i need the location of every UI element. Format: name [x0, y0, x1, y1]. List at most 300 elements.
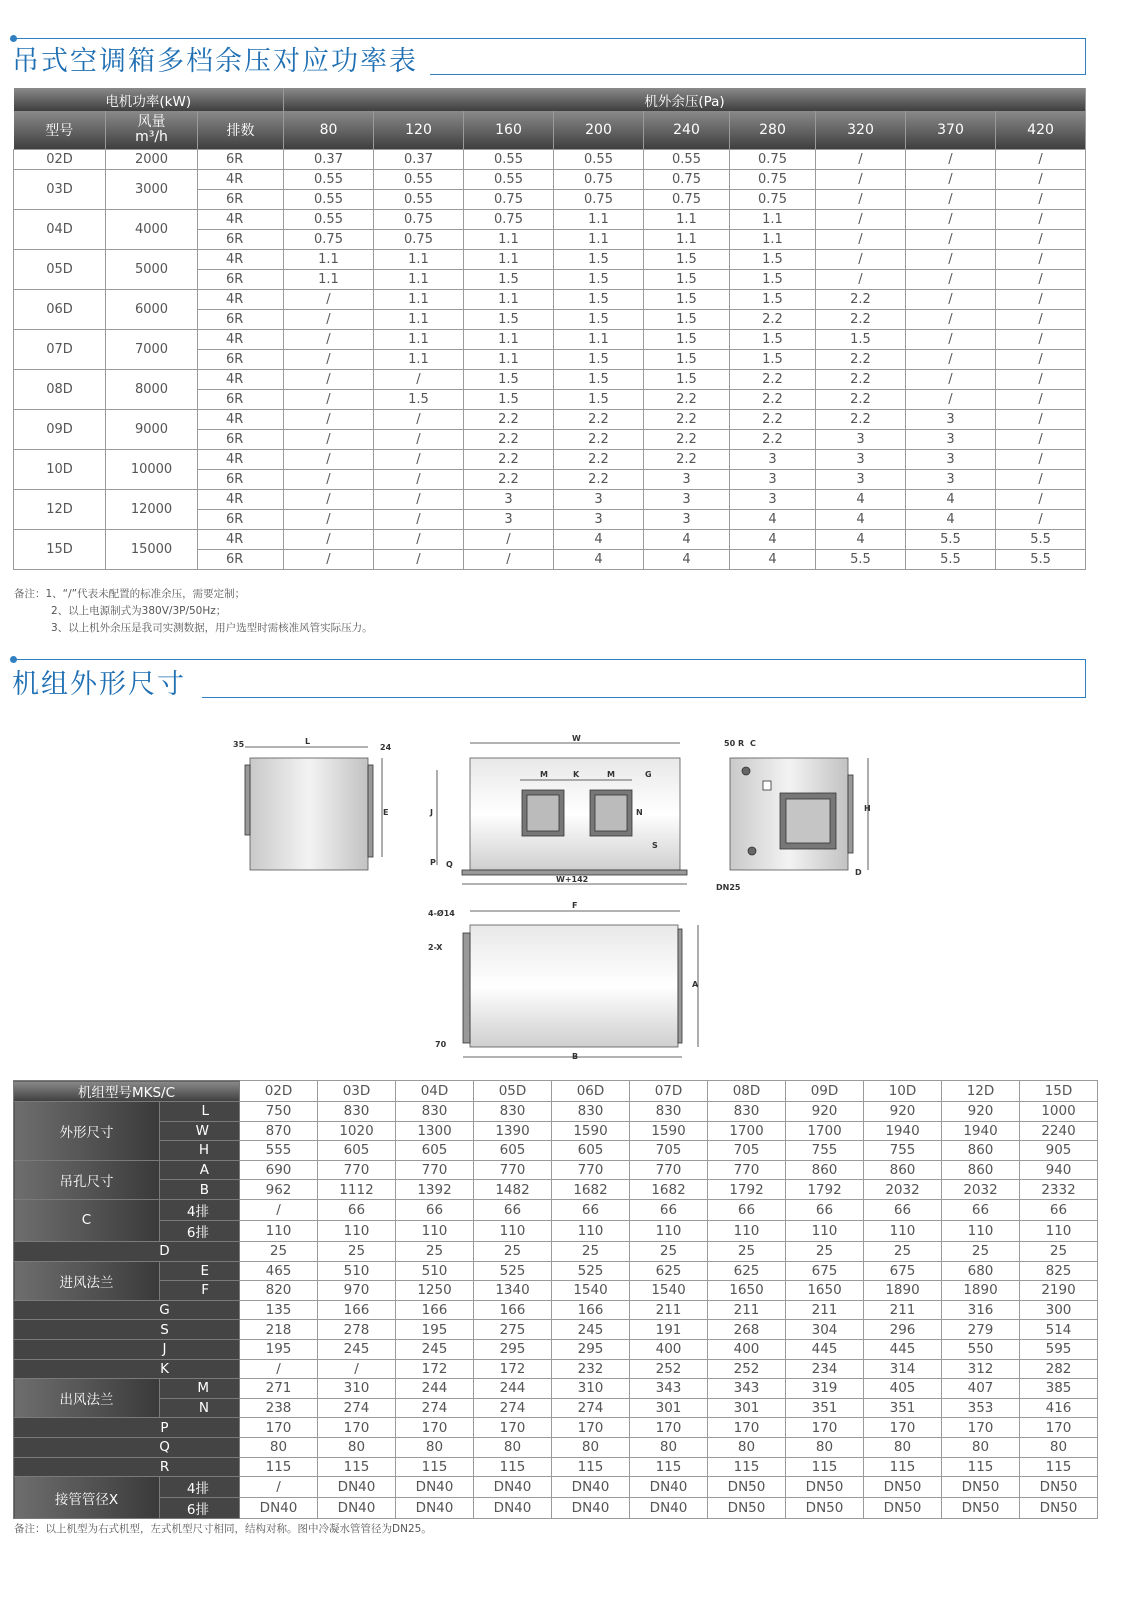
cell-power: 0.55 — [284, 170, 374, 190]
cell-power: 1.1 — [554, 230, 644, 250]
cell-value: 825 — [1020, 1261, 1098, 1281]
cell-value: 920 — [786, 1102, 864, 1122]
cell-power: / — [906, 170, 996, 190]
table-row — [14, 1300, 1098, 1320]
cell-value: / — [240, 1359, 318, 1379]
cell-value: 295 — [474, 1339, 552, 1359]
cell-value: 353 — [942, 1398, 1020, 1418]
cell-power: / — [996, 290, 1086, 310]
section-title-dimensions: 机组外形尺寸 — [12, 669, 198, 701]
cell-value: 1540 — [630, 1281, 708, 1301]
cell-value: 770 — [630, 1160, 708, 1180]
table-row — [14, 1477, 1098, 1498]
cell-value: DN50 — [942, 1498, 1020, 1519]
cell-power: / — [996, 270, 1086, 290]
side-view — [233, 737, 392, 870]
cell-power: / — [816, 210, 906, 230]
cell-value: 705 — [630, 1141, 708, 1161]
cell-power: / — [374, 430, 464, 450]
row-group-label: C — [14, 1199, 160, 1241]
cell-value: 351 — [864, 1398, 942, 1418]
cell-value: 110 — [942, 1220, 1020, 1241]
cell-value: 2032 — [864, 1180, 942, 1200]
cell-power: 2.2 — [464, 410, 554, 430]
cell-power: 4 — [554, 530, 644, 550]
cell-value: 271 — [240, 1379, 318, 1399]
cell-value: 66 — [474, 1199, 552, 1220]
table-row — [14, 170, 1086, 190]
cell-power: 1.1 — [374, 290, 464, 310]
cell-value: 830 — [708, 1102, 786, 1122]
cell-airflow: 2000 — [106, 150, 198, 170]
cell-value: 605 — [552, 1141, 630, 1161]
cell-value: 66 — [630, 1199, 708, 1220]
row-group-label: 吊孔尺寸 — [14, 1160, 160, 1199]
col-model: 03D — [318, 1081, 396, 1102]
cell-power: 1.1 — [730, 210, 816, 230]
cell-power: 3 — [906, 470, 996, 490]
cell-power: 4 — [730, 510, 816, 530]
cell-value: 110 — [396, 1220, 474, 1241]
col-pressure: 160 — [464, 111, 554, 150]
table-row — [14, 1180, 1098, 1200]
cell-value: 80 — [1020, 1437, 1098, 1457]
table-row — [14, 1241, 1098, 1261]
dim-A: A — [692, 980, 699, 989]
cell-value: 66 — [1020, 1199, 1098, 1220]
row-group-label: 外形尺寸 — [14, 1102, 160, 1161]
cell-value: 300 — [1020, 1300, 1098, 1320]
row-label: Q — [14, 1437, 240, 1457]
cell-power: 5.5 — [996, 530, 1086, 550]
header-pressure: 机外余压(Pa) — [284, 88, 1086, 111]
col-pressure: 80 — [284, 111, 374, 150]
col-pressure: 280 — [730, 111, 816, 150]
cell-value: 301 — [708, 1398, 786, 1418]
cell-power: 4 — [554, 550, 644, 570]
cell-power: 1.5 — [464, 310, 554, 330]
cell-value: 860 — [864, 1160, 942, 1180]
cell-power: 4 — [730, 550, 816, 570]
cell-value: 860 — [942, 1141, 1020, 1161]
cell-value: 870 — [240, 1121, 318, 1141]
cell-power: / — [816, 250, 906, 270]
cell-power: / — [284, 350, 374, 370]
table-row — [14, 1339, 1098, 1359]
cell-power: 1.5 — [554, 390, 644, 410]
cell-power: 1.5 — [464, 390, 554, 410]
cell-power: 4 — [644, 530, 730, 550]
cell-power: 5.5 — [906, 530, 996, 550]
dimension-table — [13, 1080, 1098, 1519]
section-header-power — [12, 36, 1086, 78]
cell-value: 211 — [708, 1300, 786, 1320]
cell-value: 1482 — [474, 1180, 552, 1200]
cell-value: 170 — [240, 1418, 318, 1438]
cell-power: / — [906, 230, 996, 250]
cell-power: 2.2 — [554, 410, 644, 430]
cell-power: 1.5 — [644, 330, 730, 350]
cell-power: / — [374, 410, 464, 430]
cell-value: DN40 — [396, 1477, 474, 1498]
notes-power — [14, 586, 373, 637]
cell-value: 244 — [396, 1379, 474, 1399]
cell-value: 690 — [240, 1160, 318, 1180]
cell-value: 115 — [240, 1457, 318, 1477]
cell-value: 211 — [864, 1300, 942, 1320]
cell-value: 1682 — [552, 1180, 630, 1200]
cell-value: 166 — [396, 1300, 474, 1320]
cell-value: 238 — [240, 1398, 318, 1418]
cell-power: 0.55 — [374, 170, 464, 190]
cell-power: 3 — [730, 450, 816, 470]
cell-power: 1.5 — [554, 250, 644, 270]
cell-airflow: 12000 — [106, 490, 198, 530]
cell-power: / — [996, 210, 1086, 230]
cell-power: 3 — [644, 490, 730, 510]
col-model: 15D — [1020, 1081, 1098, 1102]
cell-value: 211 — [630, 1300, 708, 1320]
dim-M2: M — [607, 770, 615, 779]
cell-value: DN40 — [474, 1477, 552, 1498]
cell-power: 1.5 — [730, 330, 816, 350]
cell-power: 1.5 — [730, 350, 816, 370]
table-row — [14, 370, 1086, 390]
cell-value: 2240 — [1020, 1121, 1098, 1141]
cell-value: 940 — [1020, 1160, 1098, 1180]
cell-value: 705 — [708, 1141, 786, 1161]
cell-value: 279 — [942, 1320, 1020, 1340]
cell-value: 445 — [786, 1339, 864, 1359]
front-view — [429, 734, 687, 884]
cell-value: 1300 — [396, 1121, 474, 1141]
cell-power: 2.2 — [464, 430, 554, 450]
cell-power: / — [906, 250, 996, 270]
cell-power: 2.2 — [816, 290, 906, 310]
cell-value: 218 — [240, 1320, 318, 1340]
cell-power: 0.75 — [730, 190, 816, 210]
cell-power: / — [906, 270, 996, 290]
cell-value: 1020 — [318, 1121, 396, 1141]
row-sub-label: W — [160, 1121, 240, 1141]
cell-value: 245 — [396, 1339, 474, 1359]
cell-value: 244 — [474, 1379, 552, 1399]
cell-power: 0.55 — [554, 150, 644, 170]
cell-value: 195 — [240, 1339, 318, 1359]
col-model: 02D — [240, 1081, 318, 1102]
cell-power: / — [464, 550, 554, 570]
cell-value: 351 — [786, 1398, 864, 1418]
cell-value: 115 — [552, 1457, 630, 1477]
cell-power: 4 — [816, 530, 906, 550]
cell-value: 1792 — [708, 1180, 786, 1200]
cell-value: / — [318, 1359, 396, 1379]
table-row — [14, 1281, 1098, 1301]
cell-value: 115 — [396, 1457, 474, 1477]
cell-power: 4 — [906, 510, 996, 530]
cell-power: / — [816, 270, 906, 290]
table-row — [14, 1121, 1098, 1141]
cell-power: 0.75 — [464, 190, 554, 210]
cell-value: 830 — [552, 1102, 630, 1122]
row-sub-label: M — [160, 1379, 240, 1399]
dim-70: 70 — [435, 1040, 447, 1049]
cell-value: 920 — [864, 1102, 942, 1122]
cell-model: 08D — [14, 370, 106, 410]
cell-power: / — [284, 430, 374, 450]
cell-power: 1.5 — [644, 350, 730, 370]
cell-power: 2.2 — [730, 370, 816, 390]
cell-rows: 6R — [198, 270, 284, 290]
cell-power: 1.1 — [374, 270, 464, 290]
col-airflow: 风量 m³/h — [106, 111, 198, 150]
cell-rows: 4R — [198, 450, 284, 470]
cell-value: 25 — [864, 1241, 942, 1261]
cell-value: DN50 — [708, 1498, 786, 1519]
notes-dimensions — [14, 1521, 432, 1538]
cell-value: 1650 — [786, 1281, 864, 1301]
cell-rows: 4R — [198, 370, 284, 390]
cell-value: / — [240, 1477, 318, 1498]
cell-value: 252 — [630, 1359, 708, 1379]
cell-power: 0.75 — [464, 210, 554, 230]
cell-value: 170 — [552, 1418, 630, 1438]
cell-value: 625 — [708, 1261, 786, 1281]
cell-value: 319 — [786, 1379, 864, 1399]
cell-power: 1.5 — [730, 250, 816, 270]
cell-power: 3 — [554, 490, 644, 510]
cell-value: 110 — [318, 1220, 396, 1241]
cell-power: / — [374, 550, 464, 570]
cell-power: 4 — [906, 490, 996, 510]
cell-value: 1112 — [318, 1180, 396, 1200]
table-row — [14, 1437, 1098, 1457]
cell-power: 3 — [906, 450, 996, 470]
cell-power: 2.2 — [816, 350, 906, 370]
cell-power: 2.2 — [730, 390, 816, 410]
col-pressure: 120 — [374, 111, 464, 150]
cell-power: 3 — [816, 450, 906, 470]
col-model: 08D — [708, 1081, 786, 1102]
cell-power: / — [906, 350, 996, 370]
cell-value: 304 — [786, 1320, 864, 1340]
cell-rows: 4R — [198, 290, 284, 310]
cell-power: 2.2 — [644, 430, 730, 450]
cell-value: 282 — [1020, 1359, 1098, 1379]
table-row — [14, 1261, 1098, 1281]
cell-value: 25 — [240, 1241, 318, 1261]
table-row — [14, 410, 1086, 430]
power-table — [13, 88, 1086, 570]
cell-value: 278 — [318, 1320, 396, 1340]
cell-power: 2.2 — [554, 430, 644, 450]
cell-value: 385 — [1020, 1379, 1098, 1399]
cell-power: / — [374, 530, 464, 550]
cell-value: 274 — [318, 1398, 396, 1418]
cell-value: 234 — [786, 1359, 864, 1379]
cell-power: 1.5 — [554, 310, 644, 330]
cell-value: 170 — [1020, 1418, 1098, 1438]
cell-value: 555 — [240, 1141, 318, 1161]
cell-power: 1.5 — [464, 270, 554, 290]
cell-power: 3 — [644, 470, 730, 490]
table-row — [14, 330, 1086, 350]
header-motor-power: 电机功率(kW) — [14, 88, 284, 111]
cell-value: 170 — [318, 1418, 396, 1438]
row-group-label: 出风法兰 — [14, 1379, 160, 1418]
cell-value: 920 — [942, 1102, 1020, 1122]
cell-rows: 6R — [198, 230, 284, 250]
cell-value: 1390 — [474, 1121, 552, 1141]
cell-rows: 6R — [198, 470, 284, 490]
cell-value: 312 — [942, 1359, 1020, 1379]
cell-airflow: 7000 — [106, 330, 198, 370]
row-label: K — [14, 1359, 240, 1379]
cell-power: / — [996, 190, 1086, 210]
cell-power: 2.2 — [644, 390, 730, 410]
cell-rows: 4R — [198, 250, 284, 270]
cell-value: 510 — [396, 1261, 474, 1281]
cell-rows: 6R — [198, 390, 284, 410]
cell-power: / — [996, 390, 1086, 410]
cell-value: DN50 — [1020, 1498, 1098, 1519]
cell-value: 830 — [396, 1102, 474, 1122]
dim-Q: Q — [446, 860, 453, 869]
cell-value: 25 — [474, 1241, 552, 1261]
cell-value: 172 — [474, 1359, 552, 1379]
cell-value: DN40 — [240, 1498, 318, 1519]
note-line: 备注：1、“/”代表未配置的标准余压，需要定制； — [14, 588, 246, 600]
table-row — [14, 1498, 1098, 1519]
cell-power: / — [996, 330, 1086, 350]
cell-power: 1.1 — [374, 350, 464, 370]
cell-power: / — [906, 370, 996, 390]
cell-value: 274 — [552, 1398, 630, 1418]
cell-value: 755 — [864, 1141, 942, 1161]
cell-power: 3 — [464, 510, 554, 530]
cell-value: 115 — [474, 1457, 552, 1477]
cell-value: 135 — [240, 1300, 318, 1320]
cell-value: 310 — [552, 1379, 630, 1399]
cell-value: 525 — [474, 1261, 552, 1281]
dim-N: N — [636, 808, 643, 817]
cell-power: / — [906, 210, 996, 230]
cell-model: 06D — [14, 290, 106, 330]
cell-value: 770 — [396, 1160, 474, 1180]
cell-value: 1890 — [942, 1281, 1020, 1301]
cell-value: 172 — [396, 1359, 474, 1379]
cell-model: 15D — [14, 530, 106, 570]
col-rows: 排数 — [198, 111, 284, 150]
row-sub-label: N — [160, 1398, 240, 1418]
row-sub-label: 4排 — [160, 1199, 240, 1220]
cell-rows: 4R — [198, 210, 284, 230]
cell-power: / — [284, 530, 374, 550]
cell-power: / — [284, 470, 374, 490]
cell-power: 4 — [644, 550, 730, 570]
cell-power: / — [284, 290, 374, 310]
cell-power: / — [996, 250, 1086, 270]
cell-power: 1.1 — [464, 350, 554, 370]
dim-R: R — [738, 739, 745, 748]
cell-value: DN50 — [864, 1498, 942, 1519]
cell-power: 3 — [816, 470, 906, 490]
cell-value: 1940 — [864, 1121, 942, 1141]
cell-value: 170 — [396, 1418, 474, 1438]
cell-power: / — [996, 490, 1086, 510]
cell-power: / — [284, 510, 374, 530]
cell-value: 316 — [942, 1300, 1020, 1320]
cell-value: 166 — [318, 1300, 396, 1320]
cell-power: 1.5 — [644, 270, 730, 290]
cell-model: 10D — [14, 450, 106, 490]
cell-power: 3 — [906, 410, 996, 430]
cell-power: / — [906, 150, 996, 170]
row-sub-label: B — [160, 1180, 240, 1200]
cell-value: 400 — [708, 1339, 786, 1359]
cell-power: 1.5 — [730, 290, 816, 310]
table-row — [14, 490, 1086, 510]
cell-power: / — [816, 150, 906, 170]
cell-value: 274 — [396, 1398, 474, 1418]
cell-value: 416 — [1020, 1398, 1098, 1418]
cell-value: / — [240, 1199, 318, 1220]
cell-value: 80 — [474, 1437, 552, 1457]
row-sub-label: 4排 — [160, 1477, 240, 1498]
table-row — [14, 530, 1086, 550]
cell-power: 1.1 — [554, 330, 644, 350]
cell-value: 25 — [786, 1241, 864, 1261]
cell-power: 5.5 — [996, 550, 1086, 570]
cell-power: 0.55 — [644, 150, 730, 170]
top-view — [428, 901, 699, 1061]
cell-power: 1.1 — [464, 230, 554, 250]
cell-power: 1.1 — [644, 210, 730, 230]
cell-value: 407 — [942, 1379, 1020, 1399]
cell-power: 1.1 — [464, 330, 554, 350]
cell-power: / — [996, 230, 1086, 250]
cell-power: / — [906, 390, 996, 410]
cell-power: / — [816, 190, 906, 210]
cell-value: 605 — [474, 1141, 552, 1161]
cell-value: 170 — [864, 1418, 942, 1438]
cell-power: 1.5 — [554, 270, 644, 290]
table-row — [14, 1320, 1098, 1340]
cell-value: 110 — [552, 1220, 630, 1241]
dim-24: 24 — [380, 743, 392, 752]
cell-value: 1392 — [396, 1180, 474, 1200]
cell-value: 2190 — [1020, 1281, 1098, 1301]
cell-value: 115 — [708, 1457, 786, 1477]
cell-value: 80 — [630, 1437, 708, 1457]
cell-airflow: 15000 — [106, 530, 198, 570]
cell-value: 166 — [474, 1300, 552, 1320]
row-sub-label: A — [160, 1160, 240, 1180]
cell-power: 1.5 — [644, 290, 730, 310]
cell-power: 0.55 — [464, 170, 554, 190]
cell-value: 275 — [474, 1320, 552, 1340]
cell-power: 2.2 — [644, 450, 730, 470]
row-group-label: 接管管径X — [14, 1477, 160, 1519]
cell-value: DN40 — [630, 1477, 708, 1498]
cell-value: 830 — [630, 1102, 708, 1122]
dim-table-header: 机组型号MKS/C — [14, 1081, 240, 1102]
dim-W142: W+142 — [556, 875, 589, 884]
dim-G: G — [645, 770, 652, 779]
cell-value: DN50 — [942, 1477, 1020, 1498]
cell-power: 1.1 — [730, 230, 816, 250]
cell-value: 80 — [864, 1437, 942, 1457]
